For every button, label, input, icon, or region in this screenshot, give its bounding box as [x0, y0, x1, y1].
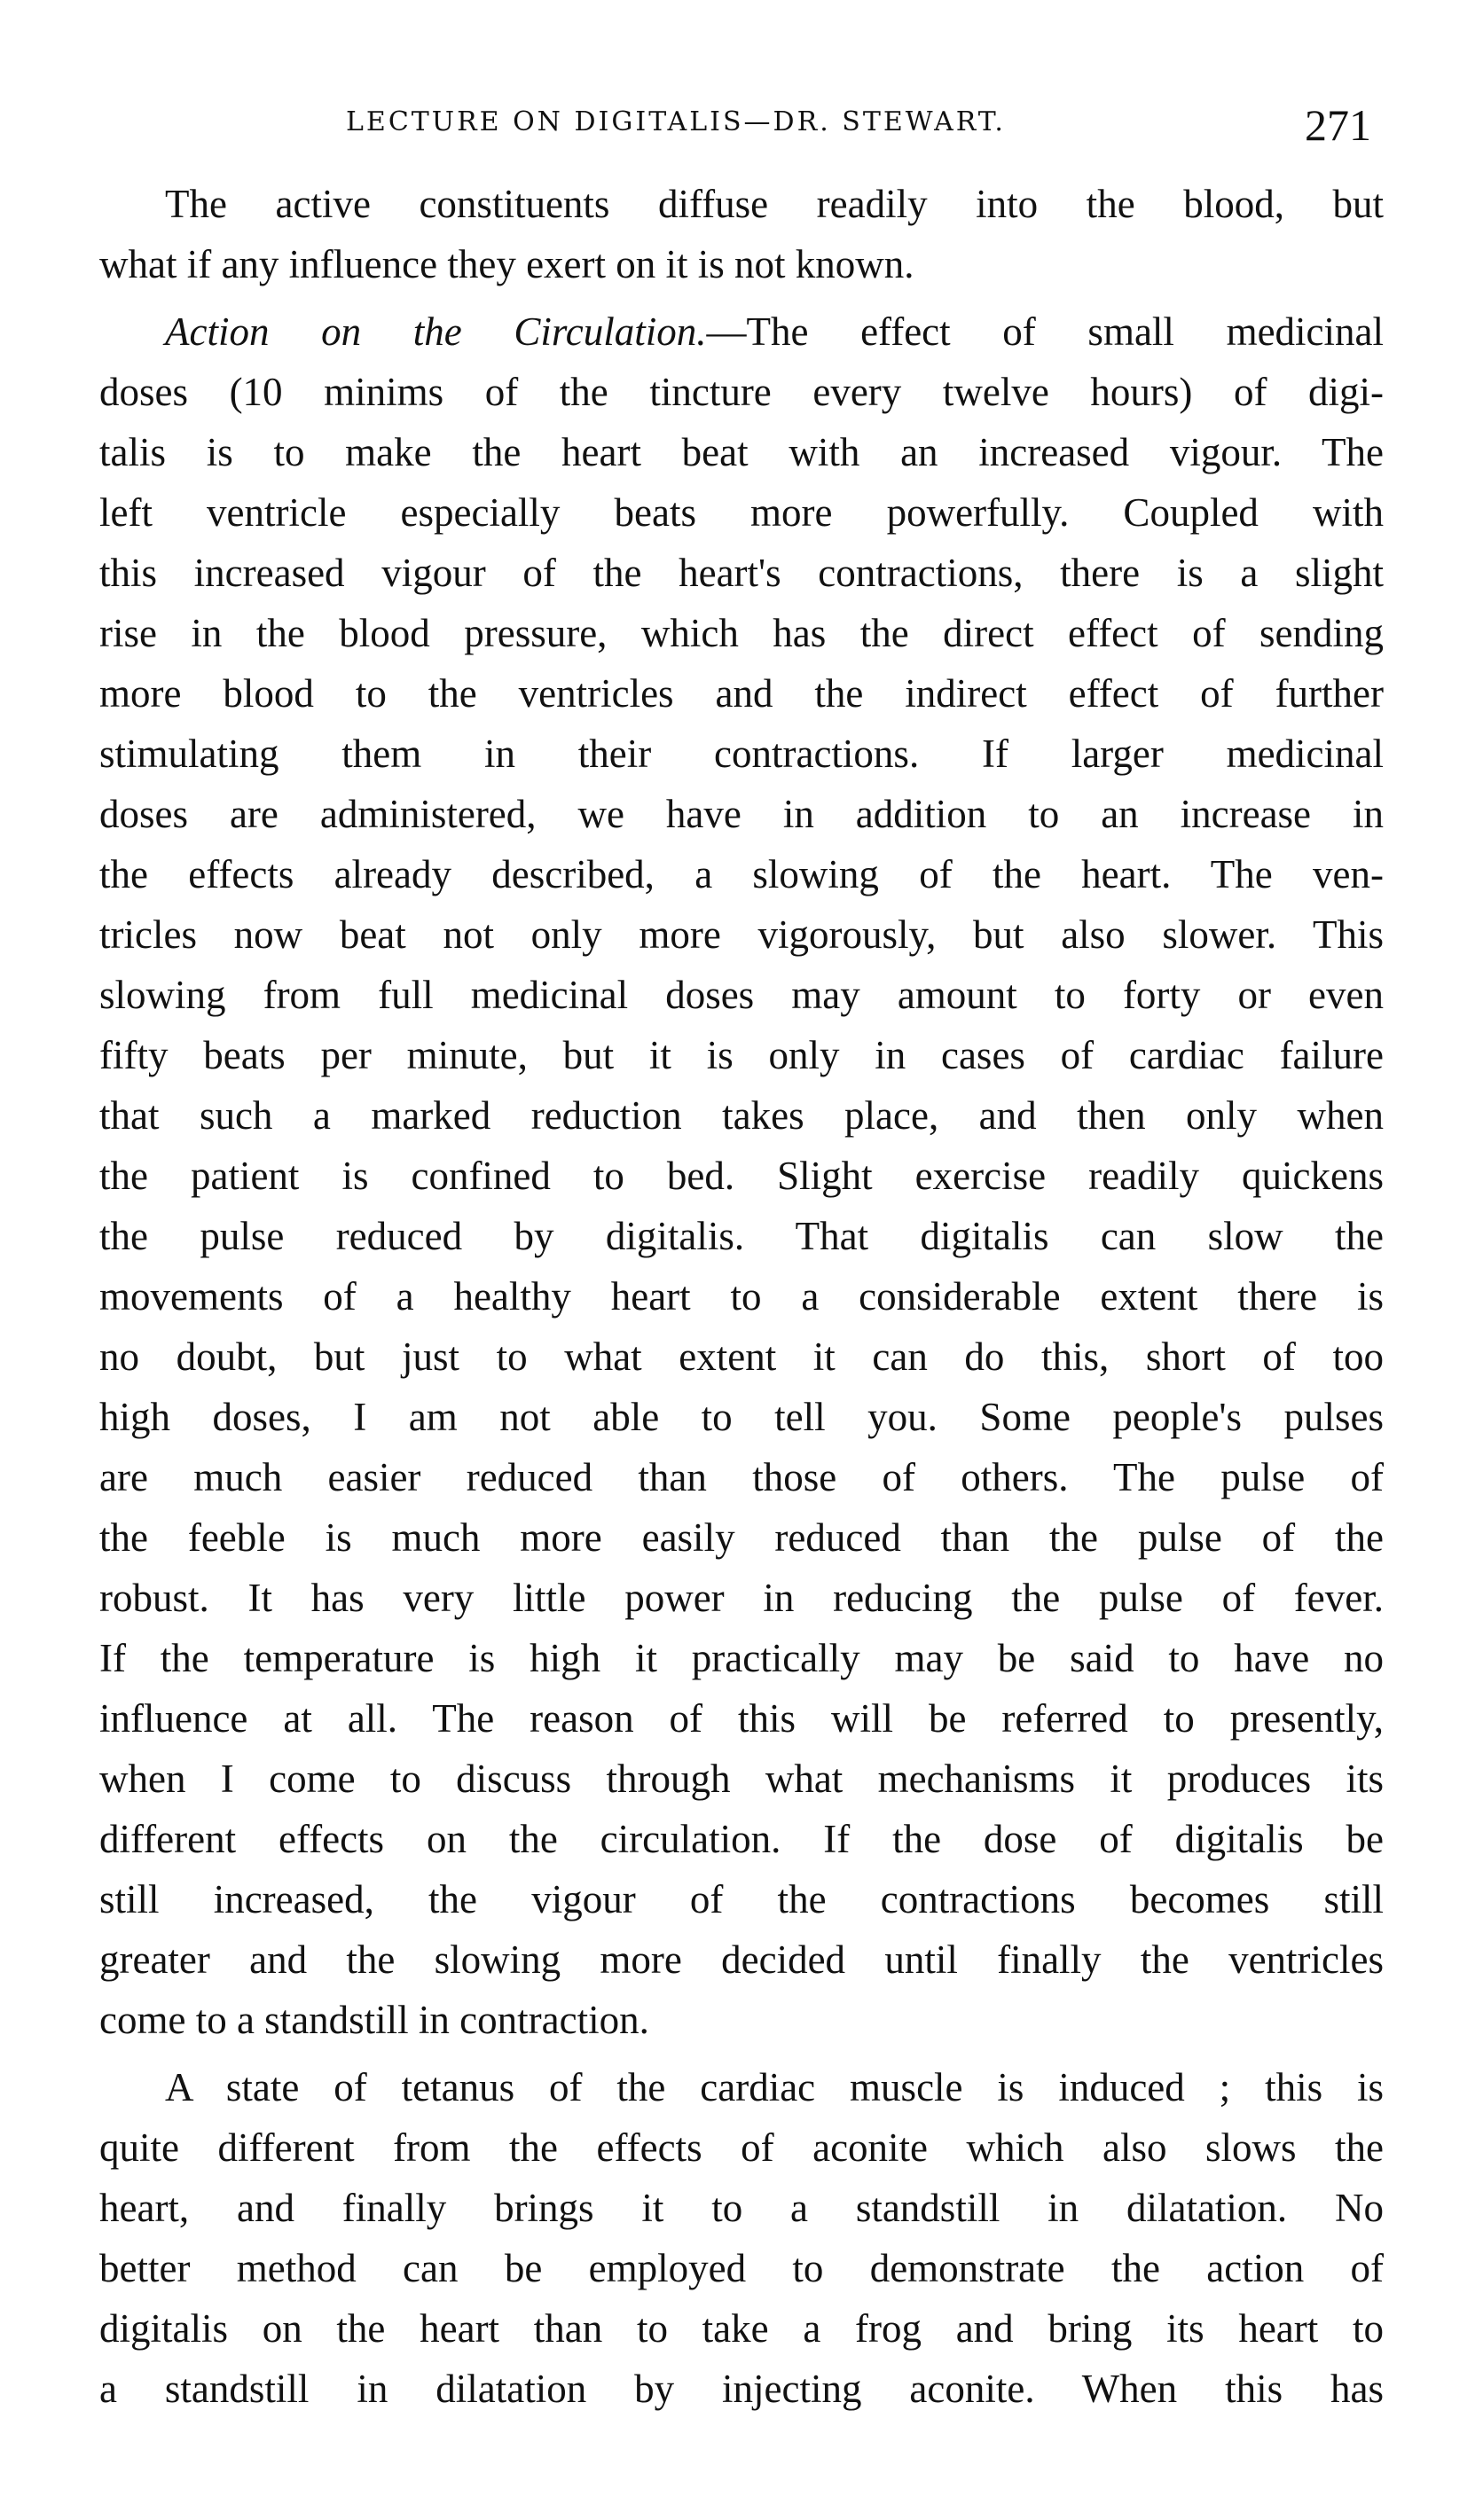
- text-line: doses are administered, we have in addition to an increase in: [99, 792, 1384, 836]
- text-line: a standstill in dilatation by injecting aconite. When this has: [99, 2367, 1384, 2411]
- text-line: the patient is confined to bed. Slight exercise readily quickens: [99, 1154, 1384, 1198]
- text-line: no doubt, but just to what extent it can do this, short of too: [99, 1334, 1384, 1379]
- text-line: high doses, I am not able to tell you. Some people's pulses: [99, 1395, 1384, 1439]
- text-line: different effects on the circulation. If the dose of digitalis be: [99, 1817, 1384, 1861]
- text-line: rise in the blood pressure, which has the direct effect of sending: [99, 611, 1384, 655]
- text-line: more blood to the ventricles and the indirect effect of further: [99, 671, 1384, 716]
- text-line: left ventricle especially beats more powerfully. Coupled with: [99, 490, 1384, 535]
- text-line: stimulating them in their contractions. If larger medicinal: [99, 732, 1384, 776]
- text-line: better method can be employed to demonstrate the action of: [99, 2246, 1384, 2290]
- text-line: that such a marked reduction takes place, and then only when: [99, 1093, 1384, 1138]
- text-line: digitalis on the heart than to take a frog and bring its heart to: [99, 2306, 1384, 2351]
- text-line: still increased, the vigour of the contractions becomes still: [99, 1877, 1384, 1921]
- text-line: greater and the slowing more decided until finally the ventricles: [99, 1937, 1384, 1982]
- text-line-continuation: —The effect of small medicinal: [706, 309, 1384, 354]
- body-text: [99, 174, 1384, 2419]
- text-line: heart, and finally brings it to a standstill in dilatation. No: [99, 2186, 1384, 2230]
- page-number: 271: [1305, 100, 1371, 150]
- text-line: the feeble is much more easily reduced than the pulse of the: [99, 1515, 1384, 1560]
- text-line: fifty beats per minute, but it is only in cases of cardiac failure: [99, 1033, 1384, 1077]
- running-header: [346, 99, 1401, 153]
- section-heading: Action on the Circulation.: [165, 309, 707, 354]
- text-line: robust. It has very little power in reducing the pulse of fever.: [99, 1576, 1384, 1620]
- text-line: tricles now beat not only more vigorously, but also slower. This: [99, 912, 1384, 957]
- paragraph-3: [99, 2057, 1384, 2419]
- text-line: the pulse reduced by digitalis. That digitalis can slow the: [99, 1214, 1384, 1258]
- text-line: A state of tetanus of the cardiac muscle is induced ; this is: [165, 2065, 1384, 2109]
- text-line: talis is to make the heart beat with an increased vigour. The: [99, 430, 1384, 474]
- text-line: are much easier reduced than those of others. The pulse of: [99, 1455, 1384, 1499]
- text-line: quite different from the effects of aconite which also slows the: [99, 2125, 1384, 2170]
- text-line: when I come to discuss through what mechanisms it produces its: [99, 1757, 1384, 1801]
- paragraph-2: [99, 301, 1384, 2050]
- text-line: the effects already described, a slowing of the heart. The ven-: [99, 852, 1384, 896]
- text-line: come to a standstill in contraction.: [99, 1998, 649, 2042]
- paragraph-1: [99, 174, 1384, 294]
- text-line: slowing from full medicinal doses may amount to forty or even: [99, 973, 1384, 1017]
- text-line: movements of a healthy heart to a considerable extent there is: [99, 1274, 1384, 1319]
- text-line: this increased vigour of the heart's contractions, there is a slight: [99, 551, 1384, 595]
- running-title: LECTURE ON DIGITALIS—DR. STEWART.: [346, 106, 1006, 137]
- text-line: [99, 301, 1384, 362]
- text-line: influence at all. The reason of this will be referred to presently,: [99, 1696, 1384, 1741]
- text-line: If the temperature is high it practically may be said to have no: [99, 1636, 1384, 1680]
- text-line: doses (10 minims of the tincture every twelve hours) of digi-: [99, 370, 1384, 414]
- text-line: what if any influence they exert on it is not known.: [99, 242, 914, 286]
- text-line: The active constituents diffuse readily into the blood, but: [165, 182, 1384, 226]
